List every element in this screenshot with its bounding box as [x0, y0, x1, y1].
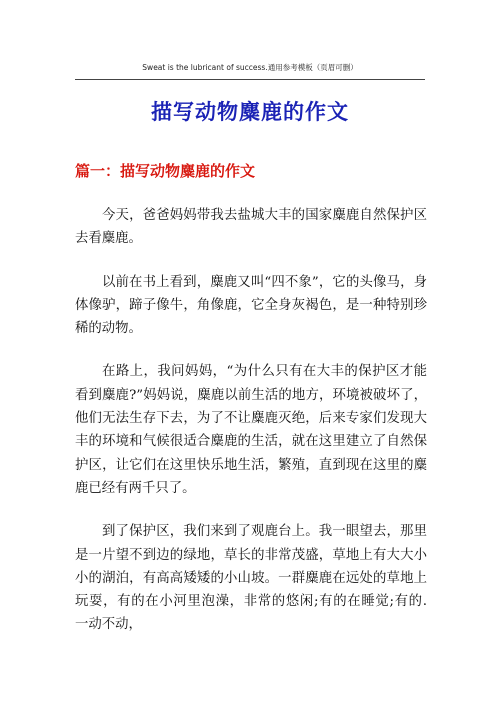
- section-heading: 篇一：描写动物麋鹿的作文: [75, 162, 256, 180]
- header-divider: [75, 79, 425, 80]
- page-header-note: Sweat is the lubricant of success.通用参考模板（页眉可删）: [142, 63, 358, 72]
- article-body: [75, 204, 427, 657]
- paragraph: 在路上，我问妈妈，“为什么只有在大丰的保护区才能看到麋鹿?”妈妈说，麋鹿以前生活的地方，环境被破坏了，他们无法生存下去，为了不让麋鹿灭绝，后来专家们发现大丰的环境和气候很适合麋鹿的生活，就在这里建立了自然保护区，让它们在这里快乐地生活，繁殖，直到现在这里的麋鹿已经有两千只了。: [75, 364, 427, 496]
- paragraph: 到了保护区，我们来到了观鹿台上。我一眼望去，那里是一片望不到边的绿地，草长的非常茂盛，草地上有大大小小的湖泊，有高高矮矮的小山坡。一群麋鹿在远处的草地上玩耍，有的在小河里泡澡，非常的悠闲;有的在睡觉;有的. 一动不动，: [75, 524, 427, 633]
- paragraph: 今天，爸爸妈妈带我去盐城大丰的国家麋鹿自然保护区去看麋鹿。: [75, 208, 427, 247]
- paragraph: 以前在书上看到，麋鹿又叫“四不象”，它的头像马，身体像驴，蹄子像牛，角像鹿，它全身灰褐色，是一种特别珍稀的动物。: [75, 274, 427, 337]
- document-title: 描写动物麋鹿的作文: [151, 99, 349, 124]
